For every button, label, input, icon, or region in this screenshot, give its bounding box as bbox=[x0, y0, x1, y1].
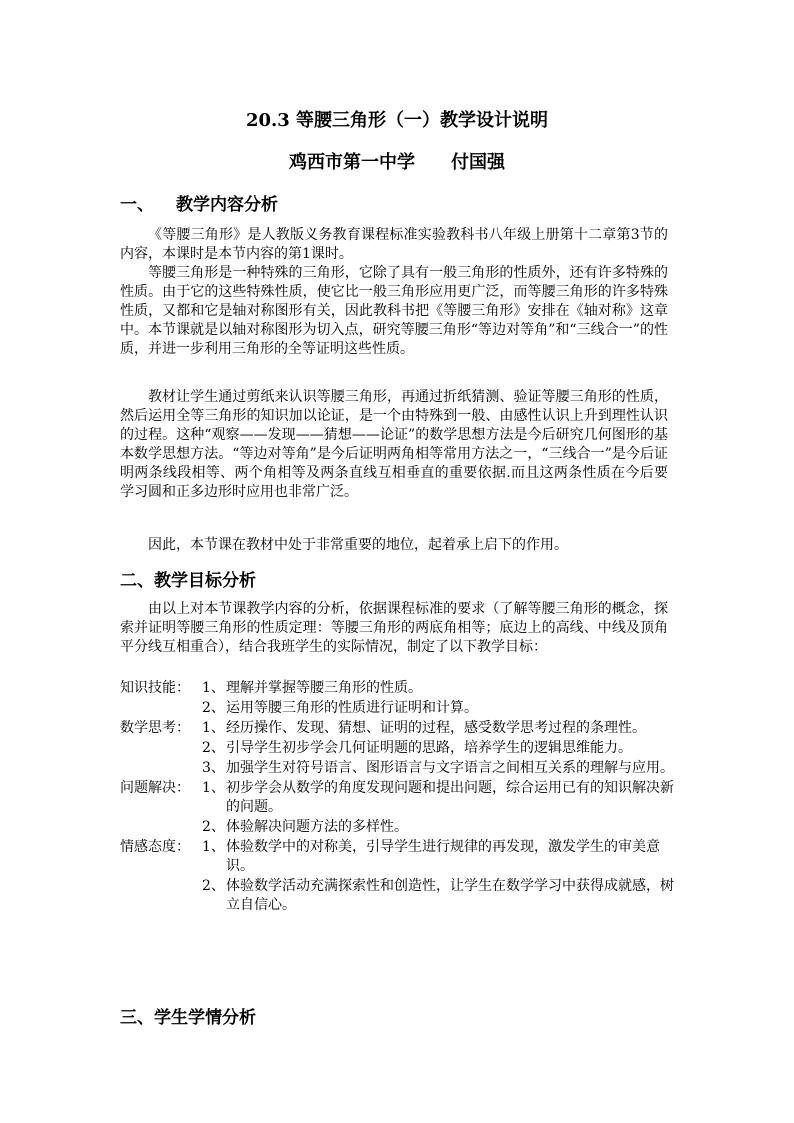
goal-text: 经历操作、发现、猜想、证明的过程，感受数学思考过程的条理性。 bbox=[226, 720, 646, 736]
goal-text: 体验数学活动充满探索性和创造性，让学生在数学学习中获得成就感，树立自信心。 bbox=[226, 878, 674, 913]
goal-number: 2、 bbox=[202, 819, 225, 835]
goal-number: 3、 bbox=[202, 760, 225, 776]
section-heading-student-analysis: 三、学生学情分析 bbox=[120, 1008, 256, 1028]
goal-text: 加强学生对符号语言、图形语言与文字语言之间相互关系的理解与应用。 bbox=[226, 760, 674, 776]
goal-text: 理解并掌握等腰三角形的性质。 bbox=[226, 680, 422, 696]
document-title: 20.3 等腰三角形（一）教学设计说明 bbox=[245, 110, 549, 131]
goal-category: 数学思考： bbox=[120, 720, 190, 736]
goal-category: 问题解决： bbox=[120, 780, 190, 796]
goals-list bbox=[120, 679, 676, 916]
goal-item bbox=[120, 818, 676, 837]
section-number: 一、 bbox=[120, 195, 154, 215]
author-name: 付国强 bbox=[451, 152, 505, 173]
content-paragraph: 教材让学生通过剪纸来认识等腰三角形，再通过折纸猜测、验证等腰三角形的性质，然后运用全等三角形的知识加以论证，是一个由特殊到一般、由感性认识上升到理性认识的过程。这种“观察——发现——猜想——论证”的数学思想方法是今后研究几何图形的基本数学思想方法。“等边对等角”是今后证明两角相等常用方法之一，“三线合一”是今后证明两条线段相等、两个角相等及两条直线互相垂直的重要依据.而且这两条性质在今后要学习圆和正多边形时应用也非常广泛。 bbox=[120, 389, 668, 500]
goal-item bbox=[120, 699, 676, 718]
goal-item bbox=[120, 679, 676, 698]
goal-text: 体验解决问题方法的多样性。 bbox=[226, 819, 408, 835]
goal-number: 1、 bbox=[202, 680, 225, 696]
goal-item bbox=[120, 759, 676, 778]
goal-category: 情感态度： bbox=[120, 839, 190, 855]
author-school: 鸡西市第一中学 bbox=[289, 152, 415, 173]
goal-number: 2、 bbox=[202, 740, 225, 756]
author-line bbox=[0, 148, 794, 174]
content-paragraph: 等腰三角形是一种特殊的三角形，它除了具有一般三角形的性质外，还有许多特殊的性质。由于它的这些特殊性质，使它比一般三角形应用更广泛，而等腰三角形的许多特殊性质，又都和它是轴对称图形有关，因此教科书把《等腰三角形》安排在《轴对称》这章中。本节课就是以轴对称图形为切入点，研究等腰三角形“等边对等角”和“三线合一”的性质，并进一步利用三角形的全等证明这些性质。 bbox=[120, 265, 668, 357]
goal-item bbox=[120, 779, 676, 817]
goal-text: 初步学会从数学的角度发现问题和提出问题，综合运用已有的知识解决新的问题。 bbox=[226, 780, 674, 815]
goal-text: 体验数学中的对称美，引导学生进行规律的再发现，激发学生的审美意识。 bbox=[226, 839, 660, 874]
goal-number: 1、 bbox=[202, 780, 225, 796]
goal-item bbox=[120, 877, 676, 915]
goal-number: 1、 bbox=[202, 720, 225, 736]
section-heading-goal-analysis: 二、教学目标分析 bbox=[120, 571, 256, 591]
content-paragraph: 因此，本节课在教材中处于非常重要的地位，起着承上启下的作用。 bbox=[148, 537, 568, 553]
goal-item bbox=[120, 739, 676, 758]
goal-text: 运用等腰三角形的性质进行证明和计算。 bbox=[226, 700, 478, 716]
goal-item bbox=[120, 719, 676, 738]
goal-text: 引导学生初步学会几何证明题的思路，培养学生的逻辑思维能力。 bbox=[226, 740, 632, 756]
section-title: 教学内容分析 bbox=[176, 195, 278, 215]
goal-number: 1、 bbox=[202, 839, 225, 855]
goal-number: 2、 bbox=[202, 700, 225, 716]
goal-category: 知识技能： bbox=[120, 680, 190, 696]
goal-number: 2、 bbox=[202, 878, 225, 894]
section-heading-content-analysis bbox=[120, 190, 278, 215]
content-paragraph: 《等腰三角形》是人教版义务教育课程标准实验教科书八年级上册第十二章第3节的内容，本课时是本节内容的第1课时。 bbox=[120, 227, 668, 262]
goal-item bbox=[120, 838, 676, 876]
goals-intro-paragraph: 由以上对本节课教学内容的分析，依据课程标准的要求（了解等腰三角形的概念，探索并证明等腰三角形的性质定理：等腰三角形的两底角相等；底边上的高线、中线及顶角平分线互相重合），结合我班学生的实际情况，制定了以下教学目标： bbox=[120, 601, 668, 655]
